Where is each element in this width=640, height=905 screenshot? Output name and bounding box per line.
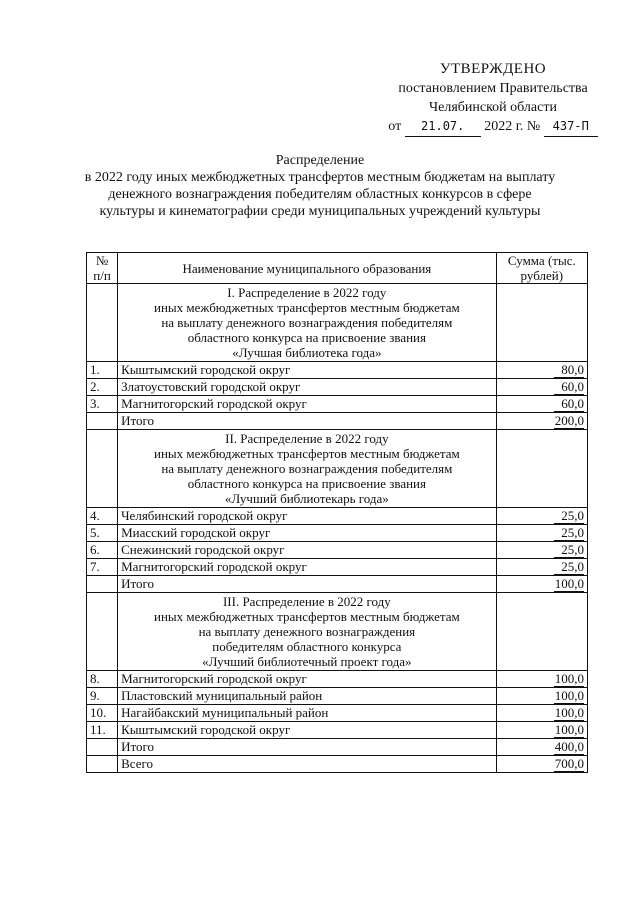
total-sum: 700,0 (554, 756, 584, 771)
row-sum: 60,0 (554, 379, 584, 395)
row-sum-cell (496, 705, 587, 722)
section-title-line: на выплату денежного вознаграждения победителям (161, 315, 453, 330)
row-sum-cell (496, 413, 587, 430)
row-sum: 80,0 (554, 362, 584, 378)
approval-date-value: 21.07. (405, 117, 481, 137)
distribution-table (86, 252, 588, 773)
section-title-line: «Лучшая библиотека года» (232, 345, 382, 360)
title-line-3: денежного вознаграждения победителям областных конкурсов в сфере (108, 187, 532, 202)
document-title (80, 152, 560, 220)
total-num-cell (87, 756, 118, 773)
row-num: 1. (87, 362, 118, 379)
title-line-2: в 2022 году иных межбюджетных трансфертов местным бюджетам на выплату (84, 170, 556, 185)
row-sum: 100,0 (554, 688, 584, 703)
section-sum-cell (496, 284, 587, 362)
total-name: Всего (118, 756, 497, 773)
table-row (87, 508, 588, 525)
section-title-line: иных межбюджетных трансфертов местным бюджетам (153, 300, 460, 315)
approval-line-1: постановлением Правительства (398, 81, 588, 96)
section-title-line: на выплату денежного вознаграждения (198, 624, 416, 639)
section-title-line: «Лучший библиотечный проект года» (202, 654, 412, 669)
row-sum: 25,0 (554, 559, 584, 575)
row-sum: 100,0 (554, 576, 584, 591)
row-sum: 400,0 (554, 739, 584, 754)
section-title-line: иных межбюджетных трансфертов местным бюджетам (153, 446, 460, 461)
approval-year: 2022 г. № (484, 119, 541, 134)
row-num: 4. (87, 508, 118, 525)
row-sum-cell (496, 739, 587, 756)
row-name: Итого (118, 739, 497, 756)
section-title-line: «Лучший библиотекарь года» (224, 491, 389, 506)
section-header-row (87, 430, 588, 508)
approval-date-line (378, 117, 608, 137)
table-row (87, 362, 588, 379)
row-num (87, 739, 118, 756)
total-row (87, 756, 588, 773)
table-row (87, 671, 588, 688)
row-sum-cell (496, 379, 587, 396)
row-num: 11. (87, 722, 118, 739)
table-header-row (87, 253, 588, 284)
table-row (87, 688, 588, 705)
section-num-cell (87, 593, 118, 671)
section-header-row (87, 593, 588, 671)
row-sum-cell (496, 688, 587, 705)
section-num-cell (87, 284, 118, 362)
row-num: 6. (87, 542, 118, 559)
title-line-1: Распределение (275, 153, 365, 168)
table-row (87, 542, 588, 559)
row-num: 7. (87, 559, 118, 576)
title-line-4: культуры и кинематографии среди муниципальных учреждений культуры (99, 204, 541, 219)
row-name: Магнитогорский городской округ (118, 559, 497, 576)
row-name: Пластовский муниципальный район (118, 688, 497, 705)
section-title-line: III. Распределение в 2022 году (222, 594, 391, 609)
section-sum-cell (496, 430, 587, 508)
section-title-line: областного конкурса на присвоение звания (187, 330, 426, 345)
row-name: Миасский городской округ (118, 525, 497, 542)
table-row (87, 722, 588, 739)
header-num: № п/п (87, 253, 118, 284)
row-sum: 25,0 (554, 525, 584, 541)
row-num: 8. (87, 671, 118, 688)
row-sum-cell (496, 396, 587, 413)
row-name: Итого (118, 413, 497, 430)
row-name: Кыштымский городской округ (118, 722, 497, 739)
section-title-cell (118, 593, 497, 671)
row-num (87, 413, 118, 430)
row-name: Магнитогорский городской округ (118, 396, 497, 413)
row-name: Кыштымский городской округ (118, 362, 497, 379)
approval-line-2: Челябинской области (429, 100, 557, 115)
table-row (87, 396, 588, 413)
table-row (87, 379, 588, 396)
row-name: Снежинский городской округ (118, 542, 497, 559)
row-num: 3. (87, 396, 118, 413)
row-num: 2. (87, 379, 118, 396)
row-sum: 200,0 (554, 413, 584, 428)
row-sum: 100,0 (554, 722, 584, 737)
row-sum: 60,0 (554, 396, 584, 412)
row-sum: 25,0 (554, 508, 584, 524)
row-num (87, 576, 118, 593)
row-sum-cell (496, 525, 587, 542)
approval-date-prefix: от (388, 119, 402, 134)
section-title-cell (118, 284, 497, 362)
row-name: Златоустовский городской округ (118, 379, 497, 396)
section-header-row (87, 284, 588, 362)
row-sum-cell (496, 508, 587, 525)
approval-number-value: 437-П (544, 117, 598, 137)
section-title-line: II. Распределение в 2022 году (225, 431, 389, 446)
header-name: Наименование муниципального образования (118, 253, 497, 284)
row-name: Магнитогорский городской округ (118, 671, 497, 688)
section-num-cell (87, 430, 118, 508)
section-title-cell (118, 430, 497, 508)
row-sum-cell (496, 362, 587, 379)
row-sum-cell (496, 559, 587, 576)
row-sum-cell (496, 576, 587, 593)
row-num: 9. (87, 688, 118, 705)
section-title-line: I. Распределение в 2022 году (227, 285, 387, 300)
table-body (87, 284, 588, 773)
row-sum: 100,0 (554, 671, 584, 686)
row-sum: 100,0 (554, 705, 584, 720)
total-sum-cell (496, 756, 587, 773)
row-name: Итого (118, 576, 497, 593)
table-row (87, 413, 588, 430)
table-row (87, 559, 588, 576)
row-sum-cell (496, 542, 587, 559)
section-title-line: иных межбюджетных трансфертов местным бюджетам (153, 609, 460, 624)
section-title-line: областного конкурса на присвоение звания (187, 476, 426, 491)
section-title-line: победителям областного конкурса (212, 639, 402, 654)
header-sum: Сумма (тыс. рублей) (496, 253, 587, 284)
table-row (87, 525, 588, 542)
approval-title: УТВЕРЖДЕНО (439, 61, 547, 77)
approval-block (378, 60, 608, 137)
row-sum-cell (496, 722, 587, 739)
table-row (87, 705, 588, 722)
table-row (87, 576, 588, 593)
table-row (87, 739, 588, 756)
row-num: 10. (87, 705, 118, 722)
section-sum-cell (496, 593, 587, 671)
row-sum: 25,0 (554, 542, 584, 558)
row-sum-cell (496, 671, 587, 688)
row-num: 5. (87, 525, 118, 542)
row-name: Челябинский городской округ (118, 508, 497, 525)
row-name: Нагайбакский муниципальный район (118, 705, 497, 722)
section-title-line: на выплату денежного вознаграждения победителям (161, 461, 453, 476)
